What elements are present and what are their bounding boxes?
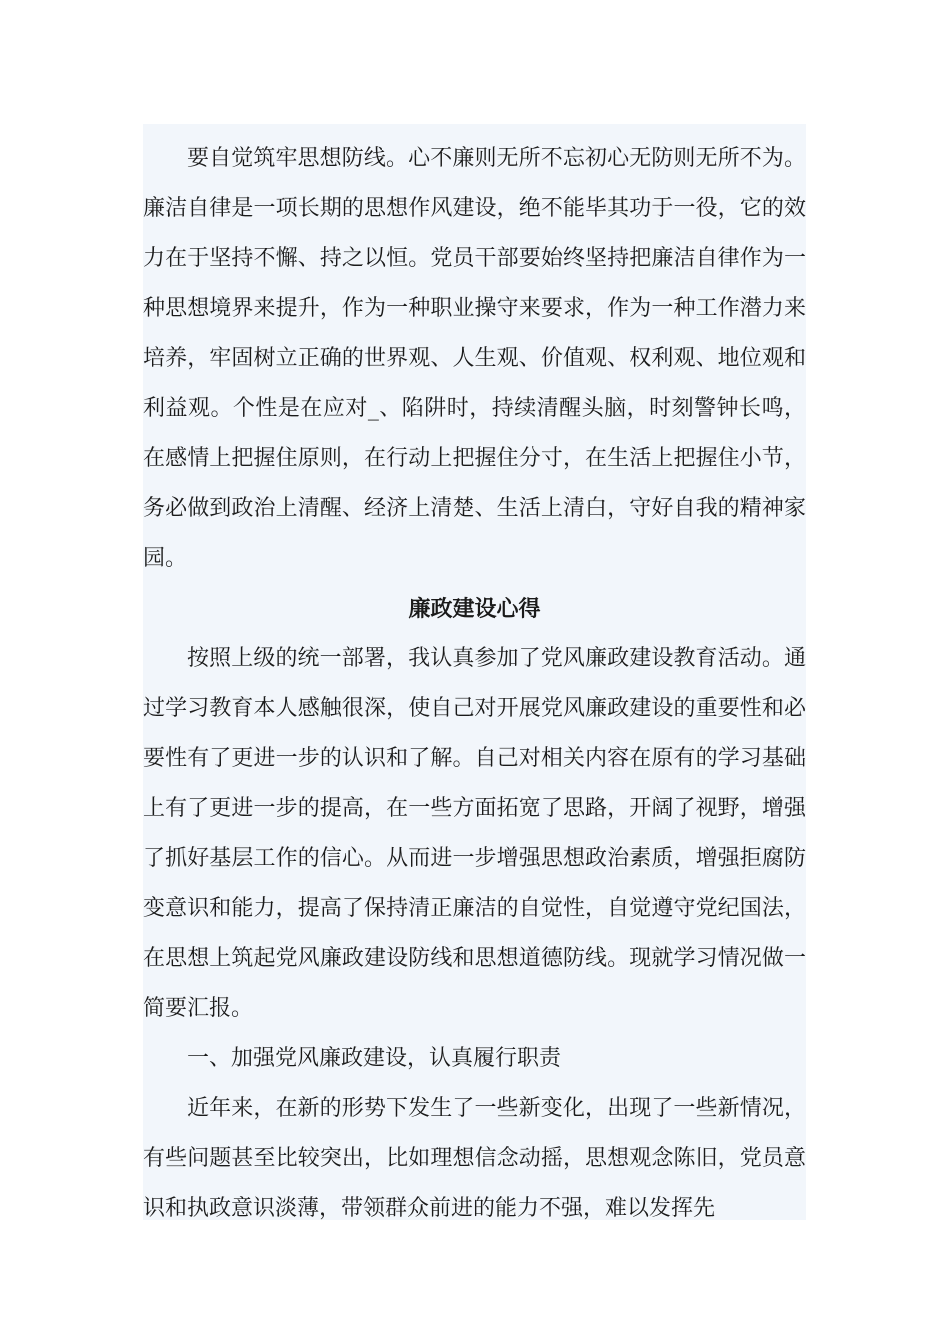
paragraph-new-situation: 近年来，在新的形势下发生了一些新变化，出现了一些新情况，有些问题甚至比较突出，比如理想信念动摇，思想观念陈旧，党员意识和执政意识淡薄，带领群众前进的能力不强，难以发挥先 <box>143 1096 806 1221</box>
section-title: 廉政建设心得 <box>408 596 541 622</box>
subheading-strengthen-duties: 一、加强党风廉政建设，认真履行职责 <box>187 1046 562 1071</box>
paragraph-self-discipline: 要自觉筑牢思想防线。心不廉则无所不忘初心无防则无所不为。廉洁自律是一项长期的思想作风建设，绝不能毕其功于一役，它的效力在于坚持不懈、持之以恒。党员干部要始终坚持把廉洁自律作为一种思想境界来提升，作为一种职业操守来要求，作为一种工作潜力来培养，牢固树立正确的世界观、人生观、价值观、权利观、地位观和利益观。个性是在应对_、陷阱时，持续清醒头脑，时刻警钟长鸣，在感情上把握住原则，在行动上把握住分寸，在生活上把握住小节，务必做到政治上清醒、经济上清楚、生活上清白，守好自我的精神家园。 <box>143 146 806 571</box>
paragraph-study-report: 按照上级的统一部署，我认真参加了党风廉政建设教育活动。通过学习教育本人感触很深，使自己对开展党风廉政建设的重要性和必要性有了更进一步的认识和了解。自己对相关内容在原有的学习基础上有了更进一步的提高，在一些方面拓宽了思路，开阔了视野，增强了抓好基层工作的信心。从而进一步增强思想政治素质，增强拒腐防变意识和能力，提高了保持清正廉洁的自觉性，自觉遵守党纪国法，在思想上筑起党风廉政建设防线和思想道德防线。现就学习情况做一简要汇报。 <box>143 646 806 1021</box>
document-body <box>143 124 806 1220</box>
